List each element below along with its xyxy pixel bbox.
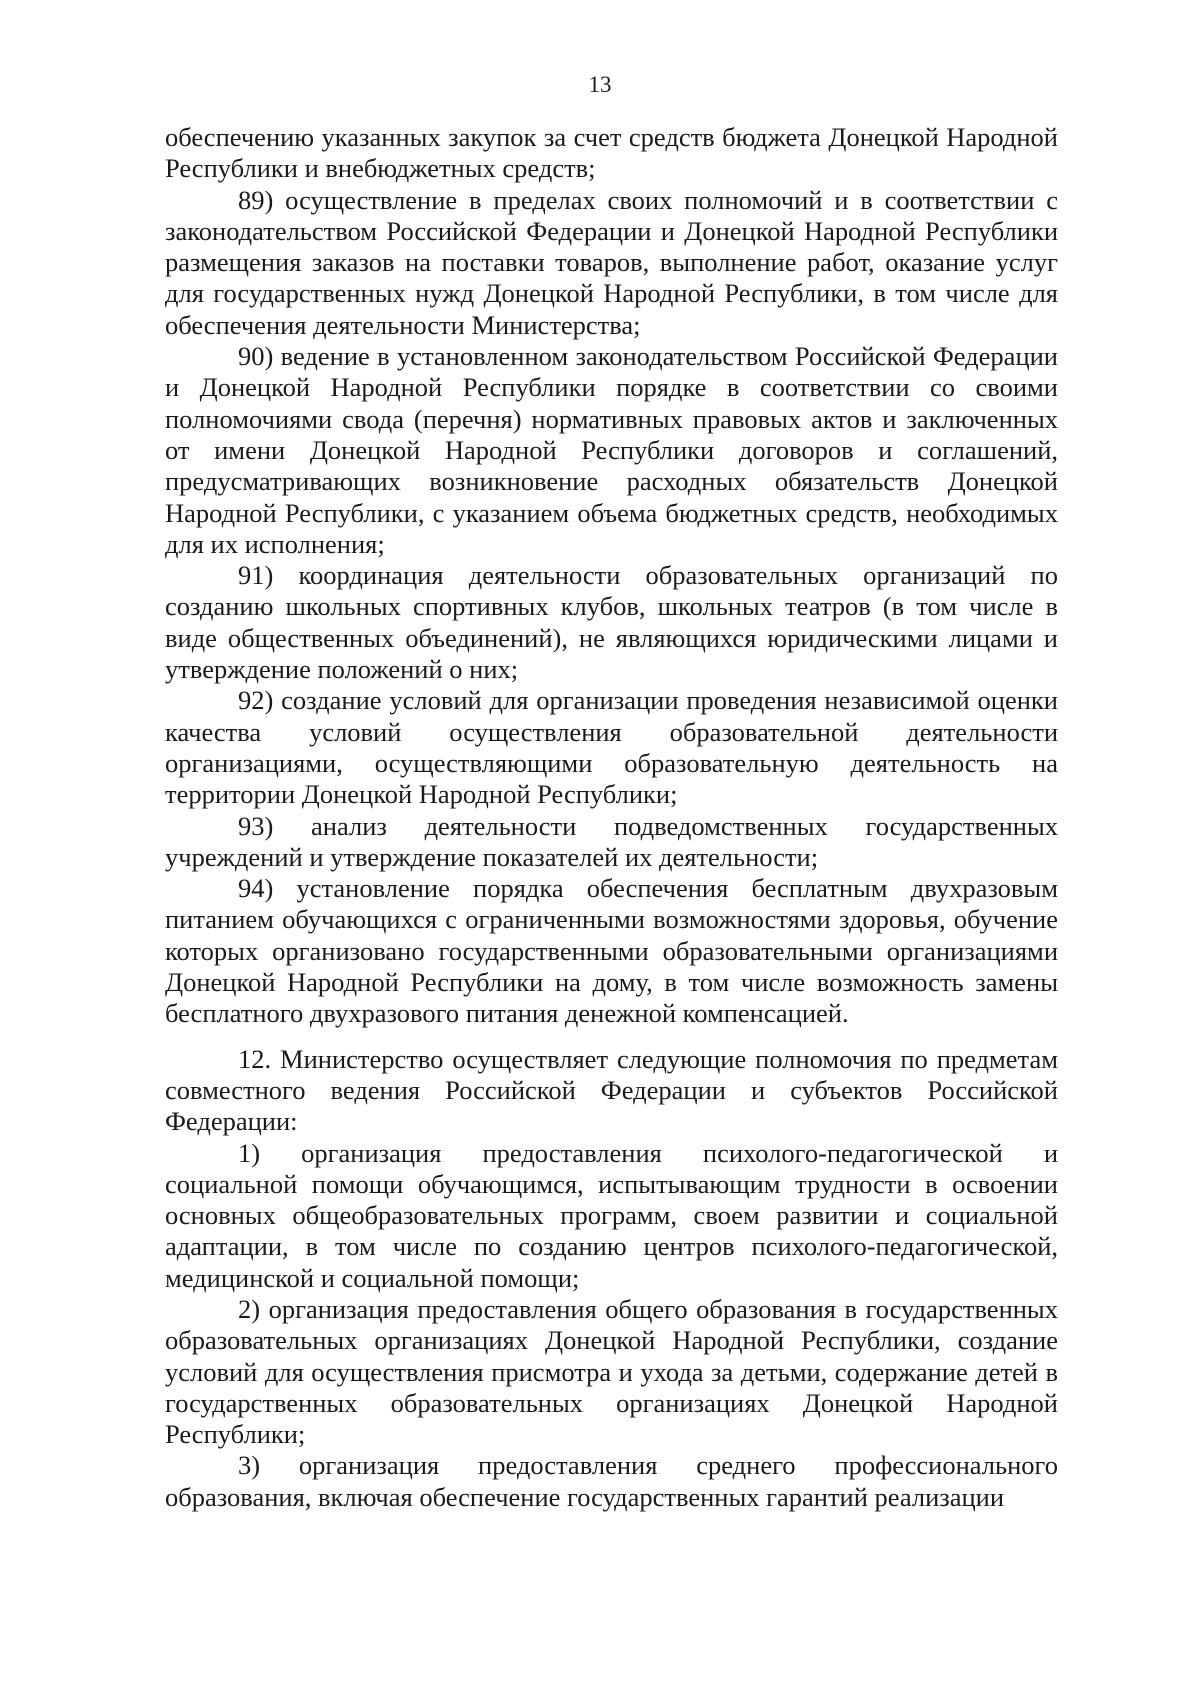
page-number: 13	[588, 72, 612, 97]
paragraph-continuation: обеспечению указанных закупок за счет средств бюджета Донецкой Народной Республики и внебюджетных средств;	[165, 122, 1058, 184]
paragraph-item-91: 91) координация деятельности образовательных организаций по созданию школьных спортивных клубов, школьных театров (в том числе в виде общественных объединений), не являющихся юридическими лицами и утверждение положений о них;	[165, 560, 1058, 685]
paragraph-item-93: 93) анализ деятельности подведомственных государственных учреждений и утверждение показателей их деятельности;	[165, 810, 1058, 872]
paragraph-section-12: 12. Министерство осуществляет следующие полномочия по предметам совместного ведения Российской Федерации и субъектов Российской Федерации:	[165, 1043, 1058, 1137]
paragraph-subitem-1: 1) организация предоставления психолого-педагогической и социальной помощи обучающимся, испытывающим трудности в освоении основных общеобразовательных программ, своем развитии и социальной адаптации, в том числе по созданию центров психолого-педагогической, медицинской и социальной помощи;	[165, 1137, 1058, 1293]
document-body	[165, 122, 1058, 1513]
paragraph-subitem-2: 2) организация предоставления общего образования в государственных образовательных организациях Донецкой Народной Республики, создание условий для осуществления присмотра и ухода за детьми, содержание детей в государственных образовательных организациях Донецкой Народной Республики;	[165, 1293, 1058, 1450]
paragraph-item-90: 90) ведение в установленном законодательством Российской Федерации и Донецкой Народной Республики порядке в соответствии со своими полномочиями свода (перечня) нормативных правовых актов и заключенных от имени Донецкой Народной Республики договоров и соглашений, предусматривающих возникновение расходных обязательств Донецкой Народной Республики, с указанием объема бюджетных средств, необходимых для их исполнения;	[165, 341, 1058, 559]
paragraph-item-89: 89) осуществление в пределах своих полномочий и в соответствии с законодательством Российской Федерации и Донецкой Народной Республики размещения заказов на поставки товаров, выполнение работ, оказание услуг для государственных нужд Донецкой Народной Республики, в том числе для обеспечения деятельности Министерства;	[165, 184, 1058, 340]
paragraph-item-94: 94) установление порядка обеспечения бесплатным двухразовым питанием обучающихся с ограниченными возможностями здоровья, обучение которых организовано государственными образовательными организациями Донецкой Народной Республики на дому, в том числе возможность замены бесплатного двухразового питания денежной компенсацией.	[165, 873, 1058, 1029]
section-spacer	[165, 1030, 1058, 1044]
paragraph-item-92: 92) создание условий для организации проведения независимой оценки качества условий осуществления образовательной деятельности организациями, осуществляющими образовательную деятельность на территории Донецкой Народной Республики;	[165, 685, 1058, 810]
paragraph-subitem-3: 3) организация предоставления среднего профессионального образования, включая обеспечение государственных гарантий реализации	[165, 1450, 1058, 1512]
